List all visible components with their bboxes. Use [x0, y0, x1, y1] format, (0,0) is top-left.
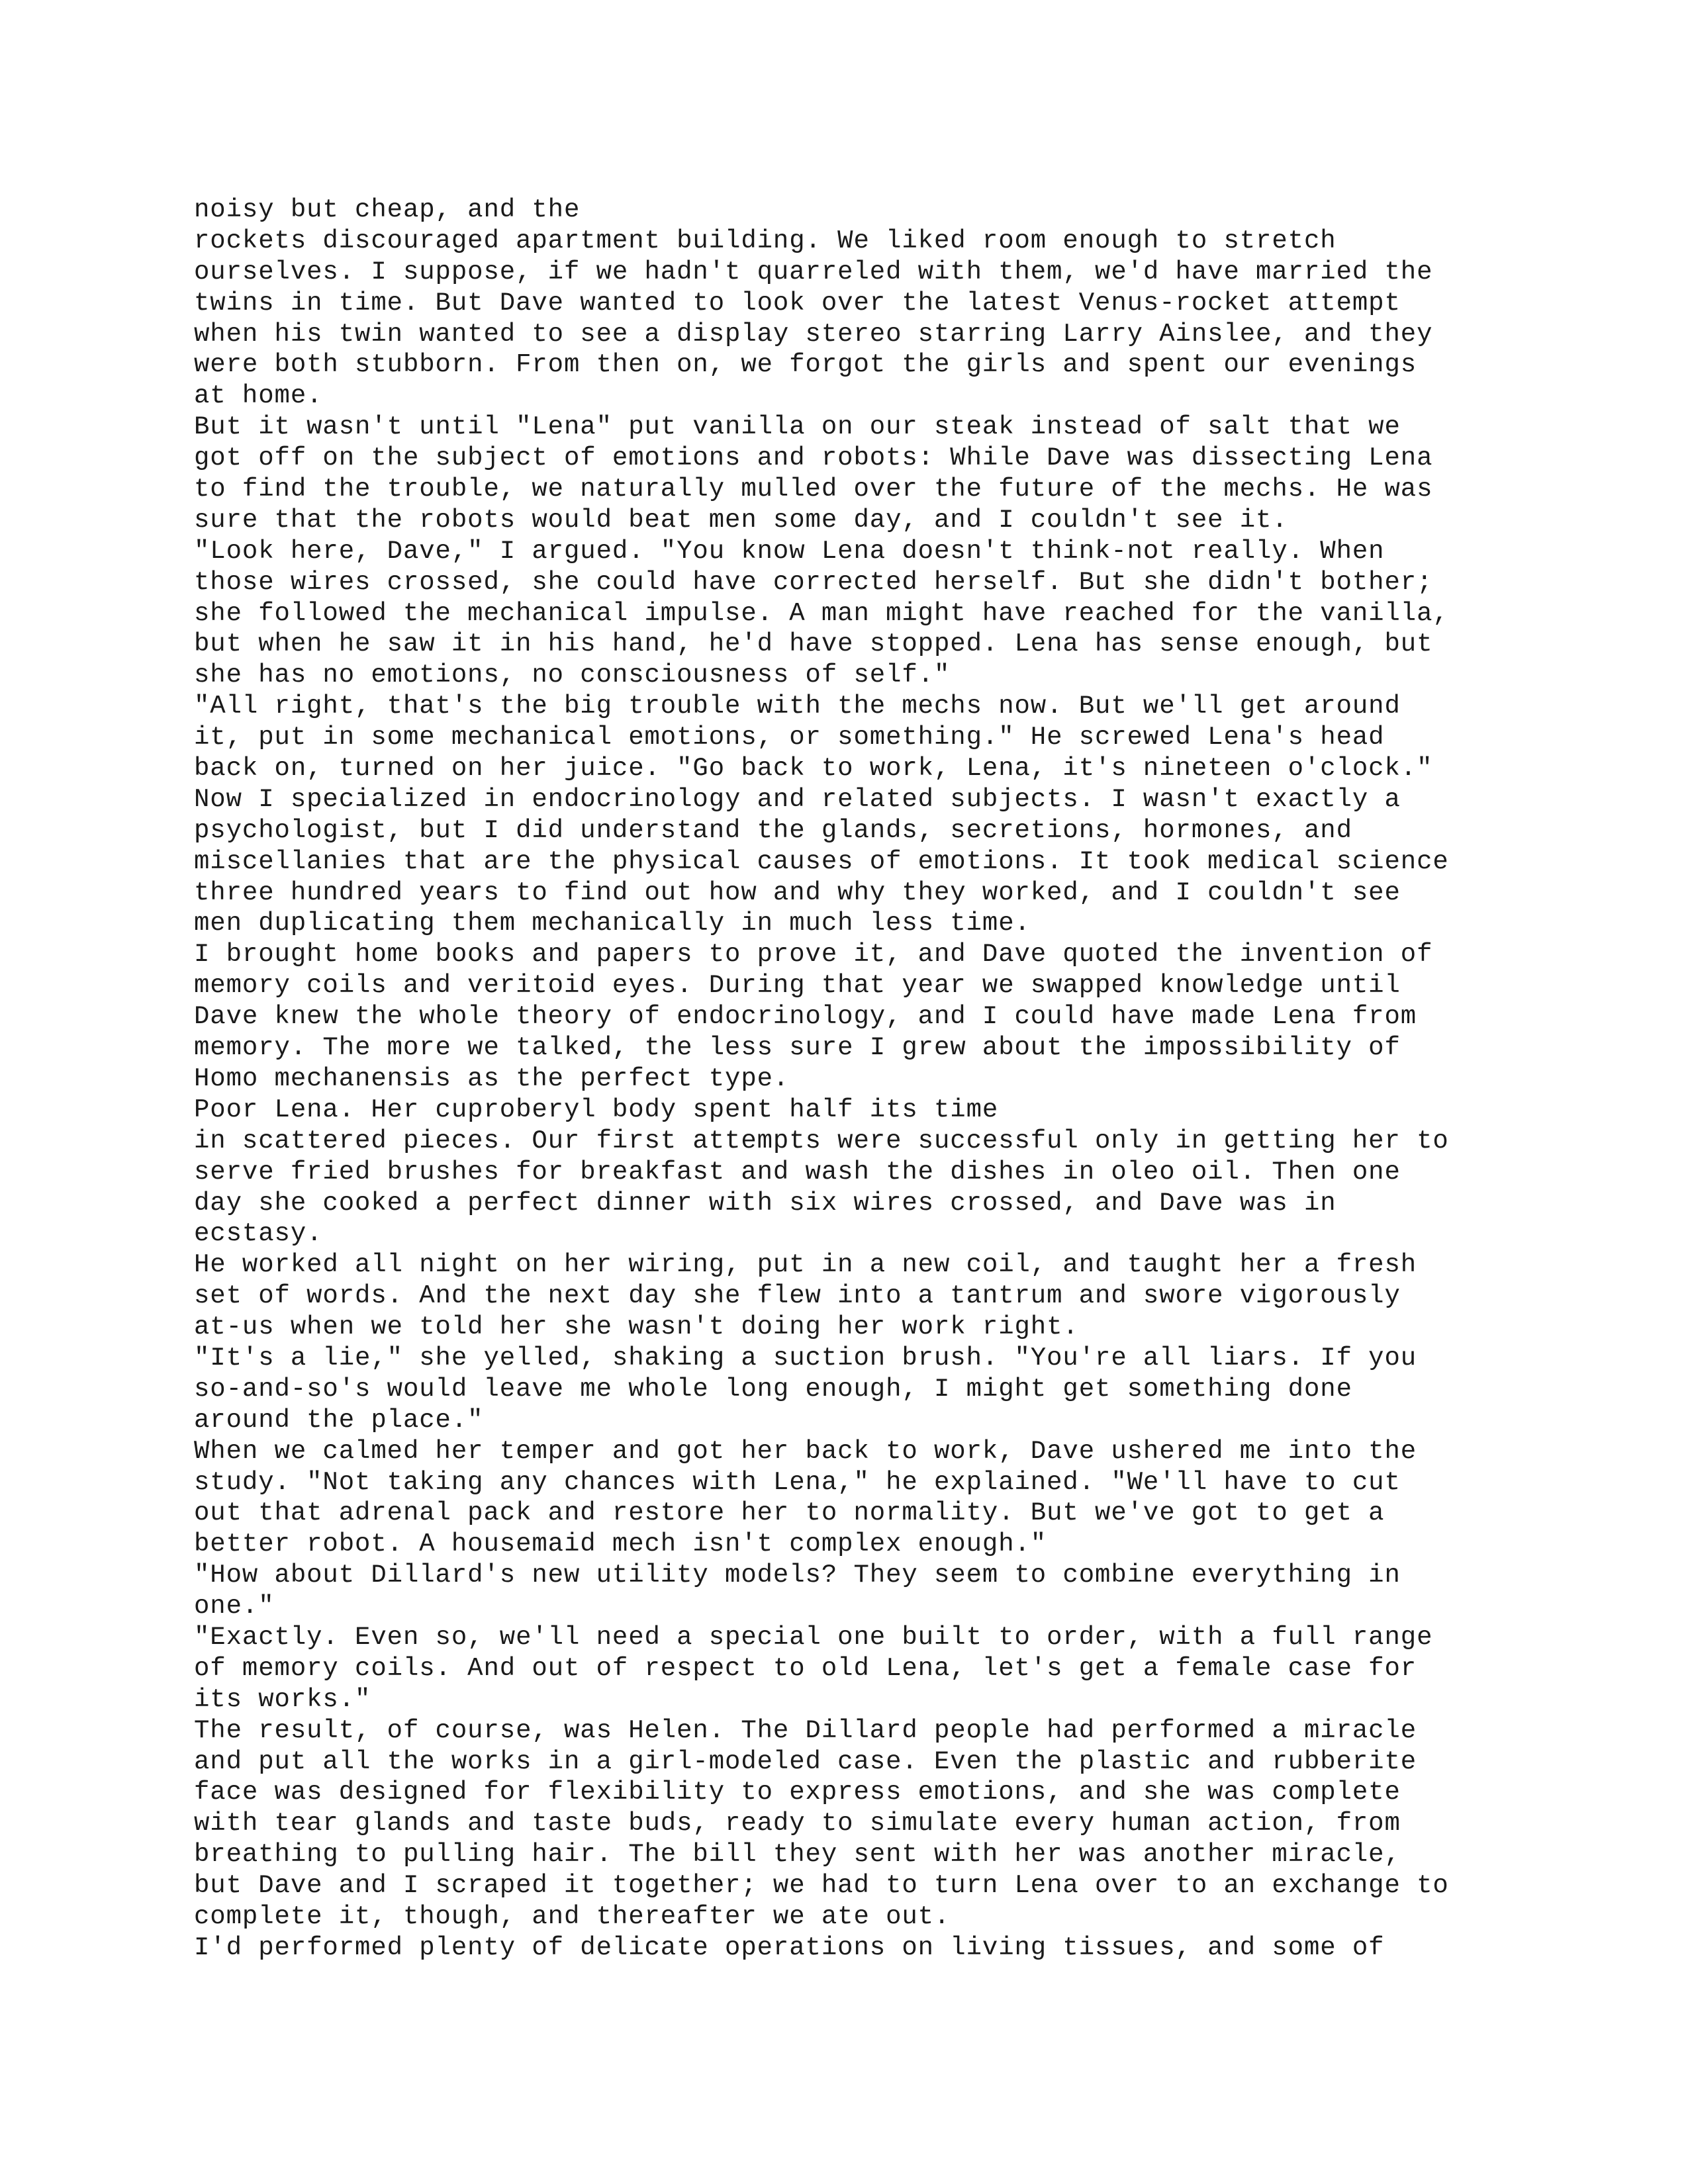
text-line: but when he saw it in his hand, he'd have stopped. Lena has sense enough, but	[194, 629, 1433, 659]
text-line: "Exactly. Even so, we'll need a special one built to order, with a full range	[194, 1622, 1433, 1652]
text-line: one."	[194, 1592, 275, 1621]
text-line: back on, turned on her juice. "Go back to work, Lena, it's nineteen o'clock."	[194, 754, 1433, 784]
text-line: when his twin wanted to see a display stereo starring Larry Ainslee, and they	[194, 319, 1433, 349]
text-line: "How about Dillard's new utility models? They seem to combine everything in	[194, 1561, 1401, 1590]
text-line: memory coils and veritoid eyes. During that year we swapped knowledge until	[194, 971, 1401, 1001]
text-line: in scattered pieces. Our first attempts were successful only in getting her to	[194, 1126, 1449, 1156]
text-line: noisy but cheap, and the	[194, 195, 581, 224]
text-line: I brought home books and papers to prove it, and Dave quoted the invention of	[194, 940, 1433, 970]
text-line: of memory coils. And out of respect to old Lena, let's get a female case for	[194, 1653, 1417, 1683]
text-line: "It's a lie," she yelled, shaking a suction brush. "You're all liars. If you	[194, 1343, 1417, 1373]
text-line: with tear glands and taste buds, ready to simulate every human action, from	[194, 1809, 1401, 1839]
text-line: day she cooked a perfect dinner with six wires crossed, and Dave was in	[194, 1188, 1336, 1218]
text-line: complete it, though, and thereafter we ate out.	[194, 1901, 951, 1931]
text-line: face was designed for flexibility to express emotions, and she was complete	[194, 1778, 1401, 1807]
text-line: those wires crossed, she could have corrected herself. But she didn't bother;	[194, 567, 1433, 597]
text-line: set of words. And the next day she flew into a tantrum and swore vigorously	[194, 1281, 1401, 1311]
text-line: Dave knew the whole theory of endocrinology, and I could have made Lena from	[194, 1002, 1417, 1032]
text-line: "All right, that's the big trouble with the mechs now. But we'll get around	[194, 692, 1401, 721]
text-line: ecstasy.	[194, 1219, 323, 1249]
text-line: to find the trouble, we naturally mulled over the future of the mechs. He was	[194, 475, 1433, 504]
text-line: When we calmed her temper and got her back to work, Dave ushered me into the	[194, 1436, 1417, 1466]
text-line: serve fried brushes for breakfast and wash the dishes in oleo oil. Then one	[194, 1157, 1401, 1187]
text-line: at home.	[194, 381, 323, 411]
text-line: The result, of course, was Helen. The Dillard people had performed a miracle	[194, 1715, 1417, 1745]
text-line: study. "Not taking any chances with Lena," he explained. "We'll have to cut	[194, 1467, 1401, 1497]
text-line: Homo mechanensis as the perfect type.	[194, 1064, 790, 1093]
text-line: got off on the subject of emotions and robots: While Dave was dissecting Lena	[194, 443, 1433, 473]
text-line: out that adrenal pack and restore her to normality. But we've got to get a	[194, 1498, 1385, 1528]
text-line: were both stubborn. From then on, we forgot the girls and spent our evenings	[194, 350, 1417, 380]
text-line: twins in time. But Dave wanted to look over the latest Venus-rocket attempt	[194, 288, 1401, 318]
text-line: rockets discouraged apartment building. We liked room enough to stretch	[194, 226, 1336, 255]
text-line: sure that the robots would beat men some day, and I couldn't see it.	[194, 505, 1288, 535]
text-line: Poor Lena. Her cuproberyl body spent half its time	[194, 1095, 999, 1124]
text-line: men duplicating them mechanically in much less time.	[194, 909, 1031, 938]
text-line: But it wasn't until "Lena" put vanilla on our steak instead of salt that we	[194, 412, 1401, 442]
text-line: ourselves. I suppose, if we hadn't quarreled with them, we'd have married the	[194, 257, 1433, 287]
text-line: around the place."	[194, 1405, 484, 1435]
text-line: it, put in some mechanical emotions, or something." He screwed Lena's head	[194, 723, 1385, 752]
text-line: psychologist, but I did understand the glands, secretions, hormones, and	[194, 815, 1352, 845]
text-line: I'd performed plenty of delicate operations on living tissues, and some of	[194, 1933, 1385, 1962]
text-line: breathing to pulling hair. The bill they sent with her was another miracle,	[194, 1840, 1401, 1870]
text-line: "Look here, Dave," I argued. "You know Lena doesn't think-not really. When	[194, 536, 1385, 566]
text-line: miscellanies that are the physical causes of emotions. It took medical science	[194, 846, 1449, 876]
document-body-text	[194, 195, 1518, 1964]
text-line: but Dave and I scraped it together; we had to turn Lena over to an exchange to	[194, 1871, 1449, 1901]
text-line: so-and-so's would leave me whole long enough, I might get something done	[194, 1374, 1352, 1404]
text-line: and put all the works in a girl-modeled case. Even the plastic and rubberite	[194, 1747, 1417, 1776]
text-line: better robot. A housemaid mech isn't complex enough."	[194, 1529, 1047, 1559]
text-line: memory. The more we talked, the less sure I grew about the impossibility of	[194, 1033, 1401, 1063]
text-line: its works."	[194, 1684, 371, 1714]
text-line: Now I specialized in endocrinology and related subjects. I wasn't exactly a	[194, 784, 1401, 814]
text-line: at-us when we told her she wasn't doing her work right.	[194, 1312, 1079, 1342]
text-line: He worked all night on her wiring, put in a new coil, and taught her a fresh	[194, 1250, 1417, 1280]
text-line: she has no emotions, no consciousness of self."	[194, 660, 951, 690]
text-line: she followed the mechanical impulse. A man might have reached for the vanilla,	[194, 598, 1449, 628]
text-line: three hundred years to find out how and why they worked, and I couldn't see	[194, 878, 1401, 907]
